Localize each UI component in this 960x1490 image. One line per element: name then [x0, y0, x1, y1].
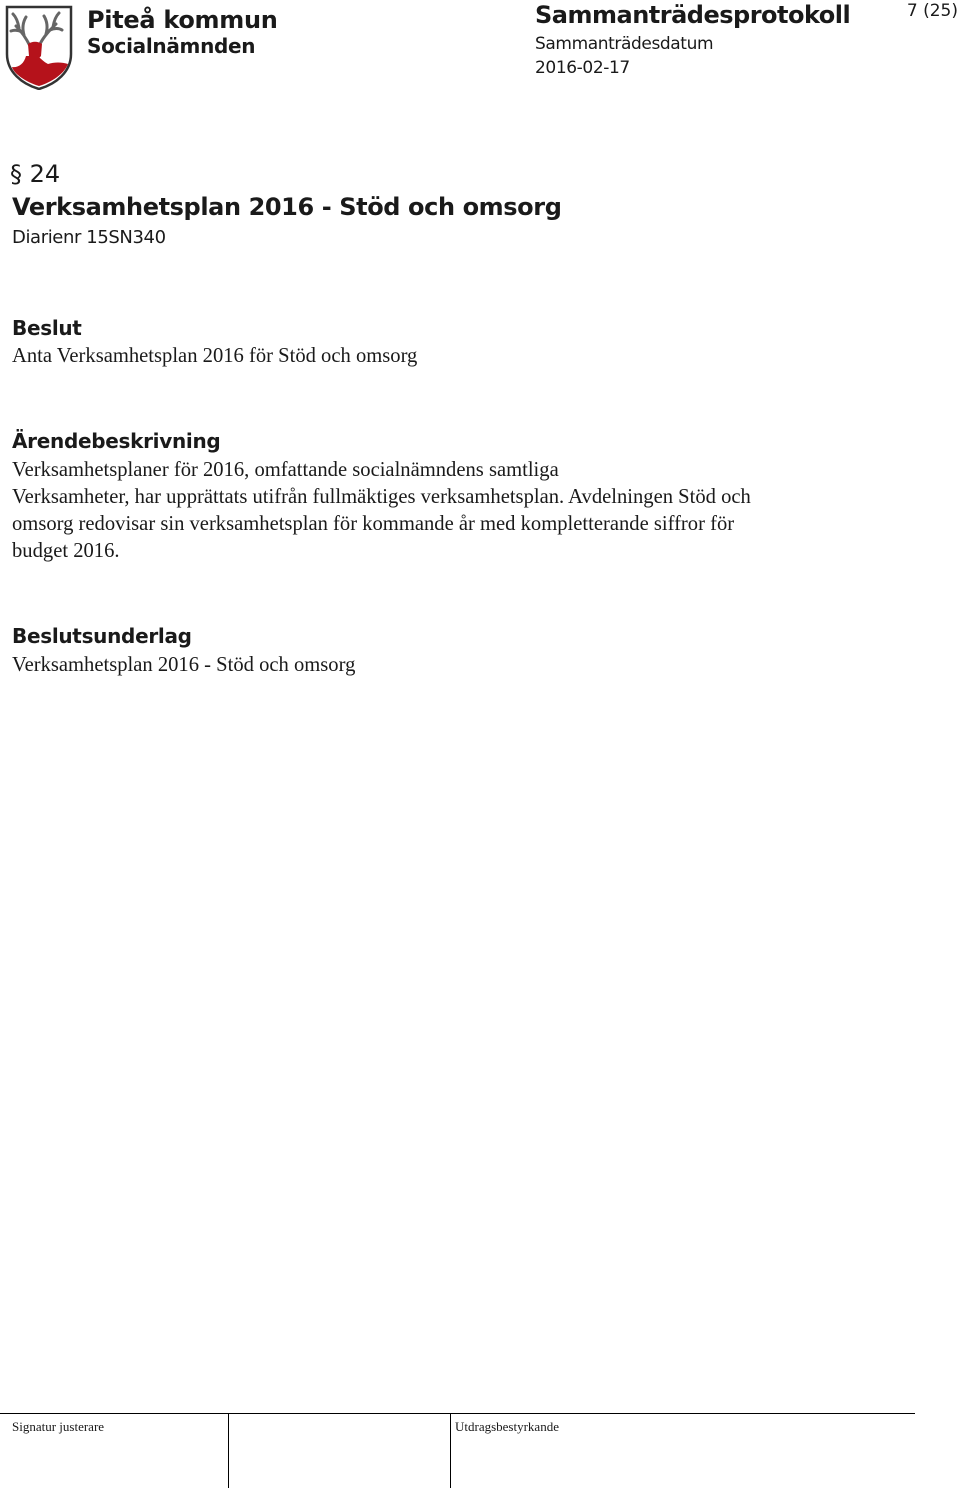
- footer-divider: [0, 1413, 915, 1414]
- footer-certification-label: Utdragsbestyrkande: [455, 1419, 559, 1434]
- footer-column-divider: [228, 1413, 229, 1488]
- document-title: Sammanträdesprotokoll: [535, 1, 851, 29]
- text-line: omsorg redovisar sin verksamhetsplan för kommande år med kompletterande siffror för: [12, 513, 735, 535]
- meeting-date-label: Sammanträdesdatum: [535, 34, 714, 54]
- beslutsunderlag-text: Verksamhetsplan 2016 - Stöd och omsorg: [12, 654, 356, 676]
- paragraph-number: § 24: [10, 160, 61, 188]
- section-heading-beslutsunderlag: Beslutsunderlag: [12, 624, 192, 648]
- arendebeskrivning-text: [12, 457, 952, 565]
- coat-of-arms-icon: [4, 4, 74, 90]
- footer-column-divider: [450, 1413, 451, 1488]
- org-name: Piteå kommun: [87, 6, 278, 34]
- org-unit: Socialnämnden: [87, 34, 256, 58]
- text-line: budget 2016.: [12, 540, 120, 562]
- page-number: 7 (25): [906, 1, 958, 21]
- text-line: Verksamhetsplaner för 2016, omfattande socialnämndens samtliga: [12, 459, 559, 481]
- paragraph-title: Verksamhetsplan 2016 - Stöd och omsorg: [12, 193, 562, 221]
- beslut-text: Anta Verksamhetsplan 2016 för Stöd och omsorg: [12, 345, 418, 367]
- meeting-date-value: 2016-02-17: [535, 58, 630, 78]
- text-line: Verksamheter, har upprättats utifrån fullmäktiges verksamhetsplan. Avdelningen Stöd och: [12, 486, 751, 508]
- section-heading-beslut: Beslut: [12, 316, 82, 340]
- section-heading-arendebeskrivning: Ärendebeskrivning: [12, 429, 221, 453]
- footer-signature-label: Signatur justerare: [12, 1419, 105, 1434]
- diary-number: Diarienr 15SN340: [12, 227, 166, 248]
